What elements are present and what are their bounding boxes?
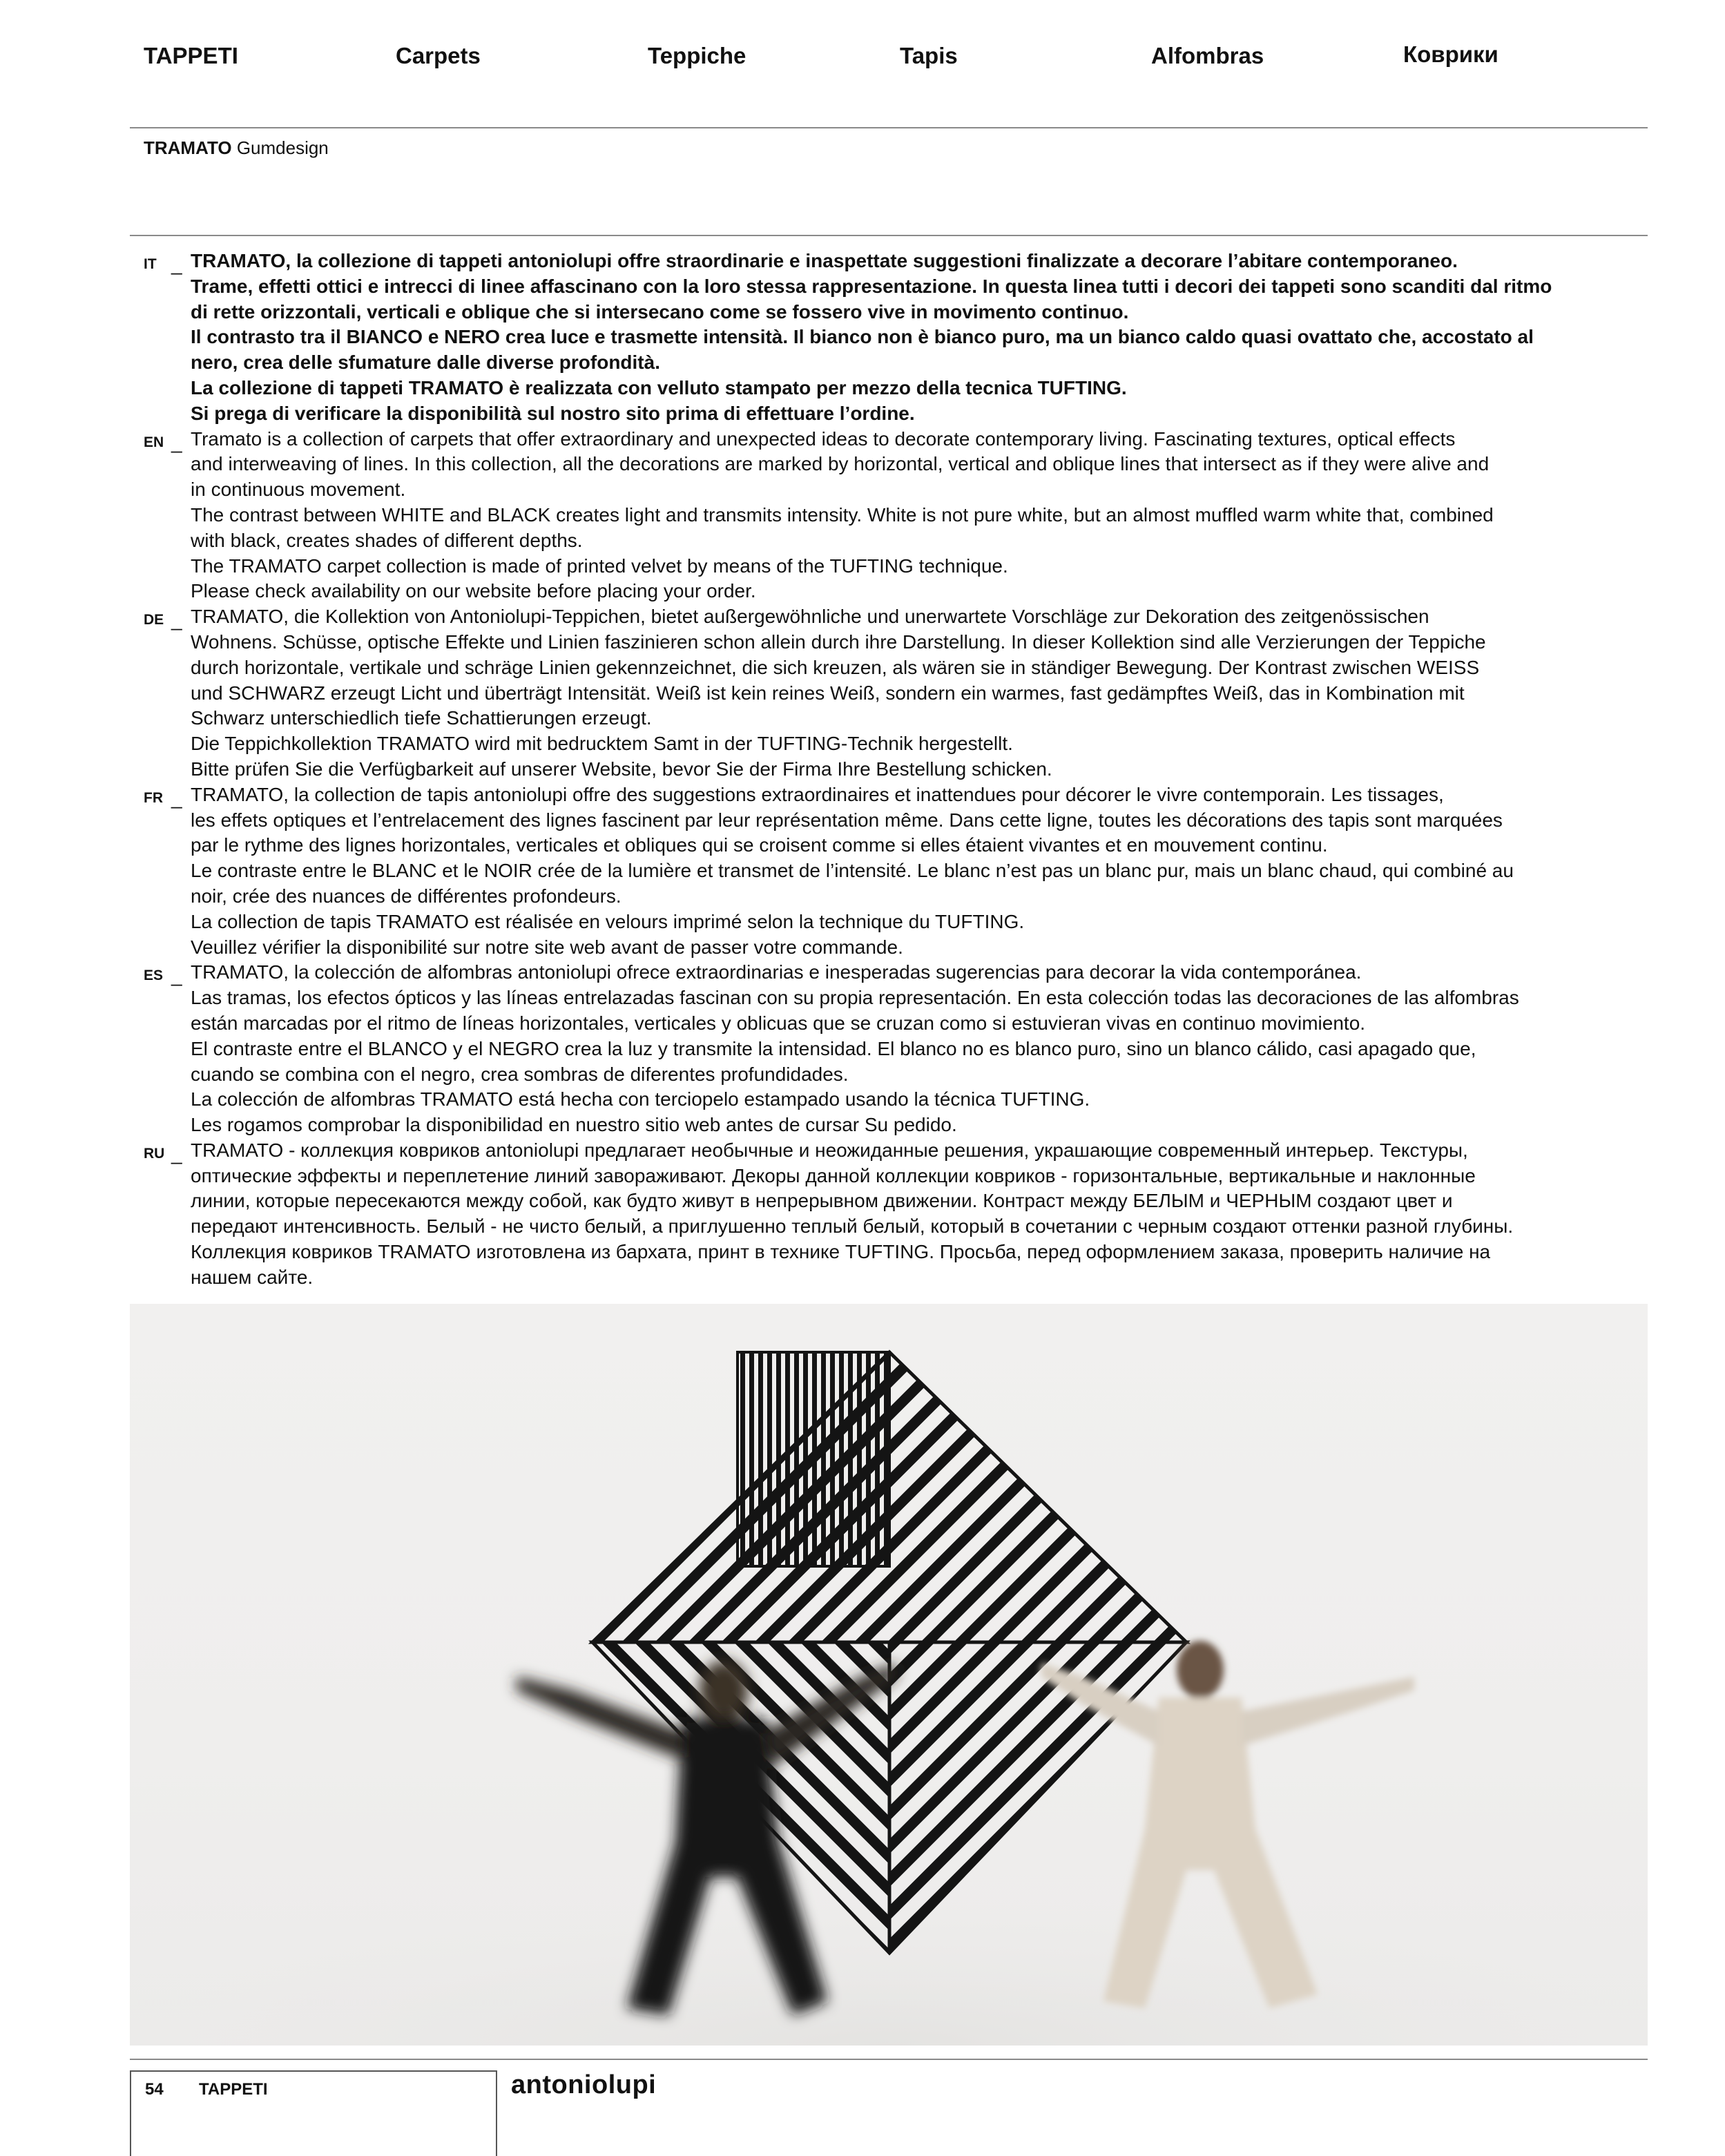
product-designer: Gumdesign [236,137,329,158]
lang-code: ES [144,968,164,984]
footer-divider [130,2059,1648,2060]
product-title [144,137,329,159]
description-text: TRAMATO, la collezione di tappeti antoniolupi offre straordinarie e inaspettate suggestioni finalizzate a decorare l’abitare contemporaneo. Trame, effetti ottici e intrecci di linee affascinano con la loro stessa rappresentazione. In questa linea tutti i decori dei tappeti sono scanditi dal ritmo di rette orizzontali, verticali e oblique che si intersecano come se fossero vive in movimento continuo. Il contrasto tra il BIANCO e NERO crea luce e trasmette intensità. Il bianco non è bianco puro, ma un bianco caldo quasi ovattato che, accostato al nero, crea delle sfumature dalle diverse profondità. La collezione di tappeti TRAMATO è realizzata con velluto stampato per mezzo della tecnica TUFTING. Si prega di verificare la disponibilità sul nostro sito prima di effettuare l’ordine. [191,250,1552,424]
description-text: TRAMATO, la colección de alfombras antoniolupi ofrece extraordinarias e inesperadas sugerencias para decorar la vida contemporánea. Las tramas, los efectos ópticos y las líneas entrelazadas fascinan con su propia representación. En esta colección todas las decoraciones de las alfombras están marcadas por el ritmo de líneas horizontales, verticales y oblicuas que se cruzan como si estuvieran vivas en continuo movimiento. El contraste entre el BLANCO y el NEGRO crea la luz y transmite la intensidad. El blanco no es blanco puro, sino un blanco cálido, casi apagado que, cuando se combina con el negro, crea sombras de diferentes profundidades. La colección de alfombras TRAMATO está hecha con terciopelo estampado usando la técnica TUFTING. Les rogamos comprobar la disponibilidad en nuestro sitio web antes de cursar Su pedido. [191,961,1519,1136]
footer-box [130,2070,497,2156]
header-divider [130,127,1648,128]
footer-section: TAPPETI [199,2080,268,2099]
nav-item-tappeti: TAPPETI [144,43,238,68]
lang-code: FR [144,789,163,806]
description-es [0,960,1725,1138]
description-block [0,249,1725,1291]
nav-item-carpets: Carpets [396,43,481,68]
nav-item-kovriki: Коврики [1403,41,1498,67]
lang-code: DE [144,612,164,628]
nav-item-alfombras: Alfombras [1151,43,1264,68]
nav-item-teppiche: Teppiche [648,43,746,68]
section-divider [130,235,1648,236]
brand-logo: antoniolupi [511,2070,657,2099]
lang-code: RU [144,1145,165,1162]
lang-dash: _ [171,965,182,987]
description-ru [0,1138,1725,1291]
description-fr [0,782,1725,961]
lang-dash: _ [171,1142,182,1164]
lang-dash: _ [171,253,182,275]
description-de [0,604,1725,782]
nav-item-tapis: Tapis [900,43,958,68]
product-name: TRAMATO [144,137,232,158]
page-number: 54 [145,2080,164,2099]
description-en [0,427,1725,605]
lang-code: IT [144,256,157,272]
description-text: TRAMATO, die Kollektion von Antoniolupi-Teppichen, bietet außergewöhnliche und unerwartete Vorschläge zur Dekoration des zeitgenössischen Wohnens. Schüsse, optische Effekte und Linien faszinieren schon allein durch ihre Darstellung. In dieser Kollektion sind alle Verzierungen der Teppiche durch horizontale, vertikale und schräge Linien gekennzeichnet, die sich kreuzen, als wären sie in ständiger Bewegung. Der Kontrast zwischen WEISS und SCHWARZ erzeugt Licht und überträgt Intensität. Weiß ist kein reines Weiß, sondern ein warmes, fast gedämpftes Weiß, das in Kombination mit Schwarz unterschiedlich tiefe Schattierungen erzeugt. Die Teppichkollektion TRAMATO wird mit bedrucktem Samt in der TUFTING-Technik hergestellt. Bitte prüfen Sie die Verfügbarkeit auf unserer Website, bevor Sie der Firma Ihre Bestellung schicken. [191,606,1486,780]
description-it [0,249,1725,427]
diagonal-stripe-diamond-top [592,1352,1186,1642]
lang-code: EN [144,434,164,450]
language-nav [0,43,1725,77]
description-text: Tramato is a collection of carpets that offer extraordinary and unexpected ideas to decorate contemporary living. Fascinating textures, optical effects and interweaving of lines. In this collection, all the decorations are marked by horizontal, vertical and oblique lines that intersect as if they were alive and in continuous movement. The contrast between WHITE and BLACK creates light and transmits intensity. White is not pure white, but an almost muffled warm white that, combined with black, creates shades of different depths. The TRAMATO carpet collection is made of printed velvet by means of the TUFTING technique. Please check availability on our website before placing your order. [191,427,1494,602]
product-photo [130,1304,1648,2046]
tramato-rug-illustration [130,1304,1648,2046]
lang-dash: _ [171,431,182,453]
description-text: TRAMATO, la collection de tapis antoniolupi offre des suggestions extraordinaires et inattendues pour décorer le vivre contemporain. Les tissages, les effets optiques et l’entrelacement des lignes fascinent par leur représentation même. Dans cette ligne, toutes les décorations des tapis sont marquées par le rythme des lignes horizontales, verticales et obliques qui se croisent comme si elles étaient vivantes et en mouvement continu. Le contraste entre le BLANC et le NOIR crée de la lumière et transmet de l’intensité. Le blanc n’est pas un blanc pur, mais un blanc chaud, qui combiné au noir, crée des nuances de différentes profondeurs. La collection de tapis TRAMATO est réalisée en velours imprimé selon la technique du TUFTING. Veuillez vérifier la disponibilité sur notre site web avant de passer votre commande. [191,783,1514,958]
lang-dash: _ [171,609,182,631]
lang-dash: _ [171,787,182,809]
description-text: TRAMATO - коллекция ковриков antoniolupi предлагает необычные и неожиданные решения, украшающие современный интерьер. Текстуры, оптические эффекты и переплетение линий завораживают. Декоры данной коллекции ковриков - горизонтальные, вертикальные и наклонные линии, которые пересекаются между собой, как будто живут в непрерывном движении. Контраст между БЕЛЫМ и ЧЕРНЫМ создают цвет и передают интенсивность. Белый - не чисто белый, а приглушенно теплый белый, который в сочетании с черным создают оттенки разной глубины. Коллекция ковриков TRAMATO изготовлена из бархата, принт в технике TUFTING. Просьба, перед оформлением заказа, проверить наличие на нашем сайте. [191,1139,1514,1288]
